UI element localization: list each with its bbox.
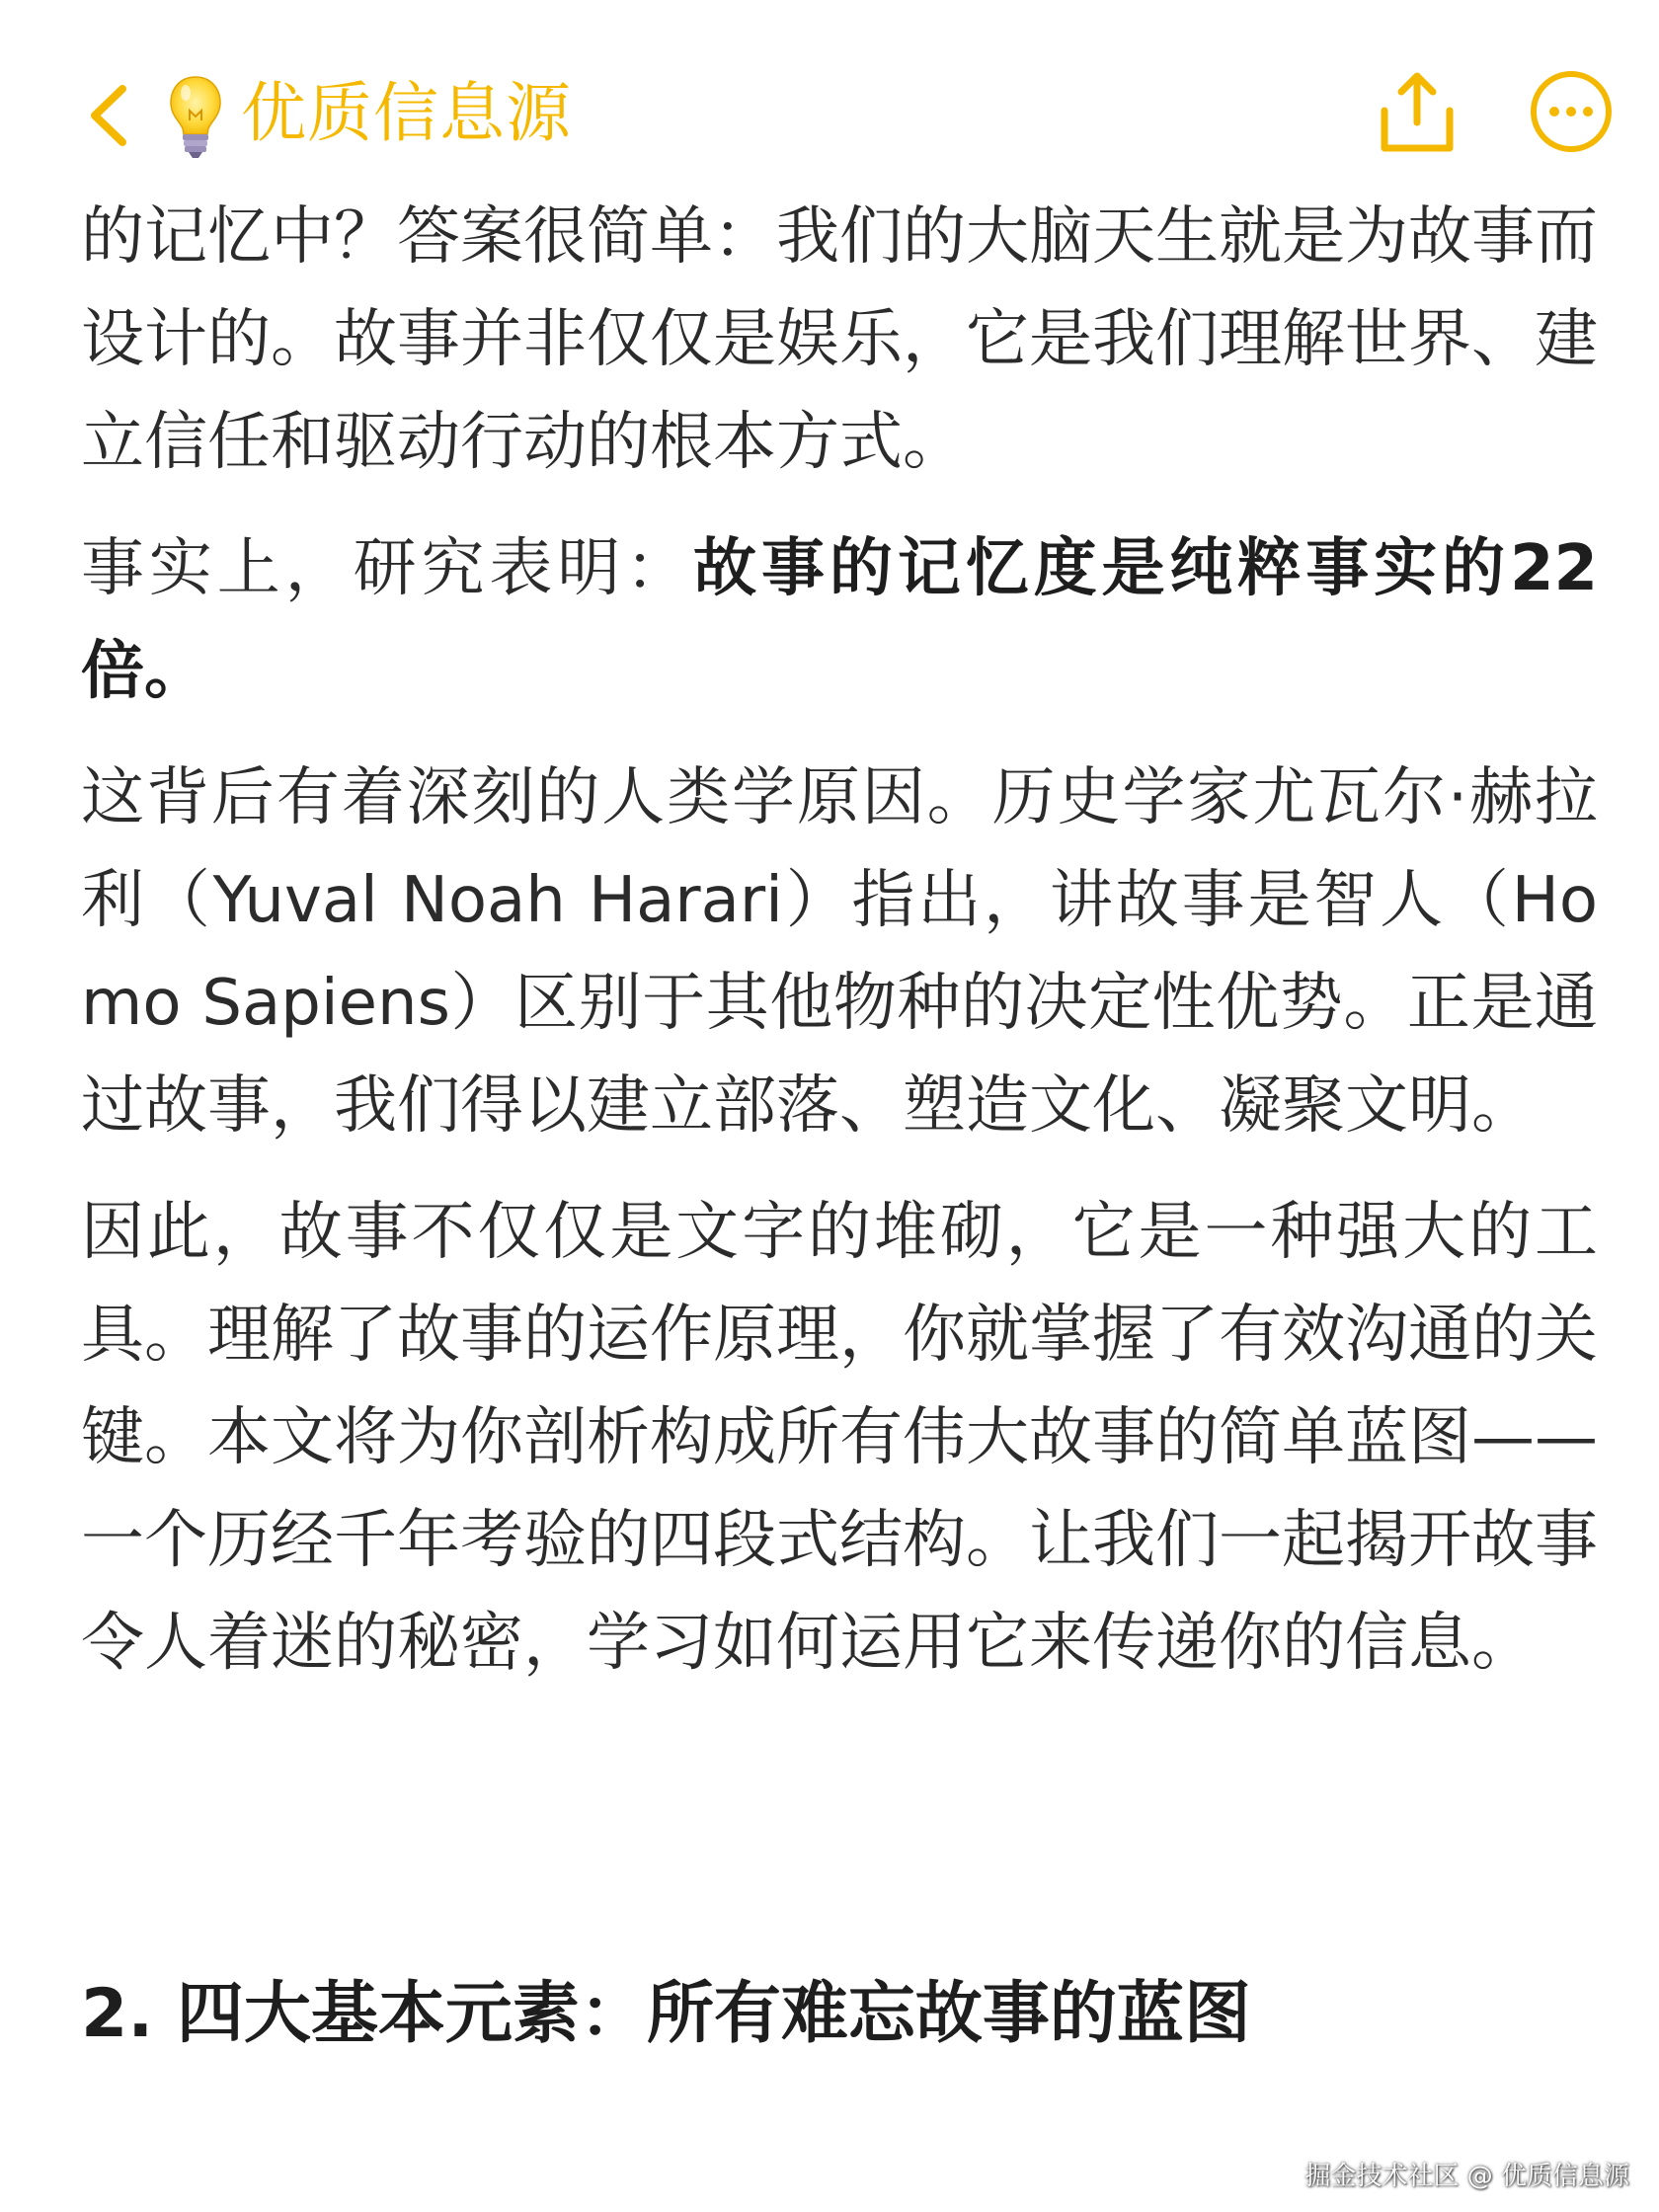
chevron-left-icon[interactable] bbox=[77, 71, 142, 160]
paragraph: 这背后有着深刻的人类学原因。历史学家尤瓦尔·赫拉利（Yuval Noah Harari）指出，讲故事是智人（Homo Sapiens）区别于其他物种的决定性优势。正是通过故事，我们得以建立部落、塑造文化、凝聚文明。 bbox=[81, 761, 1598, 1143]
paragraph-with-highlight bbox=[81, 517, 1598, 723]
watermark: 掘金技术社区 @ 优质信息源 bbox=[1304, 2162, 1629, 2191]
article-body bbox=[81, 186, 1598, 1695]
highlighted-statement: 故事的记忆度是纯粹事实的22倍。 bbox=[81, 532, 1599, 708]
light-bulb-icon bbox=[166, 71, 225, 162]
section-heading: 2. 四大基本元素：所有难忘故事的蓝图 bbox=[81, 1975, 1251, 2053]
paragraph-text: 事实上，研究表明： bbox=[81, 532, 694, 605]
page-title: 优质信息源 bbox=[241, 75, 572, 151]
share-upload-icon[interactable] bbox=[1375, 65, 1460, 158]
more-options-icon[interactable] bbox=[1529, 69, 1614, 154]
top-navigation-bar bbox=[0, 0, 1659, 217]
paragraph: 因此，故事不仅仅是文字的堆砌，它是一种强大的工具。理解了故事的运作原理，你就掌握了有效沟通的关键。本文将为你剖析构成所有伟大故事的简单蓝图——一个历经千年考验的四段式结构。让我们一起揭开故事令人着迷的秘密，学习如何运用它来传递你的信息。 bbox=[81, 1196, 1598, 1680]
paragraph: 的记忆中？答案很简单：我们的大脑天生就是为故事而设计的。故事并非仅仅是娱乐，它是我们理解世界、建立信任和驱动行动的根本方式。 bbox=[81, 200, 1598, 479]
